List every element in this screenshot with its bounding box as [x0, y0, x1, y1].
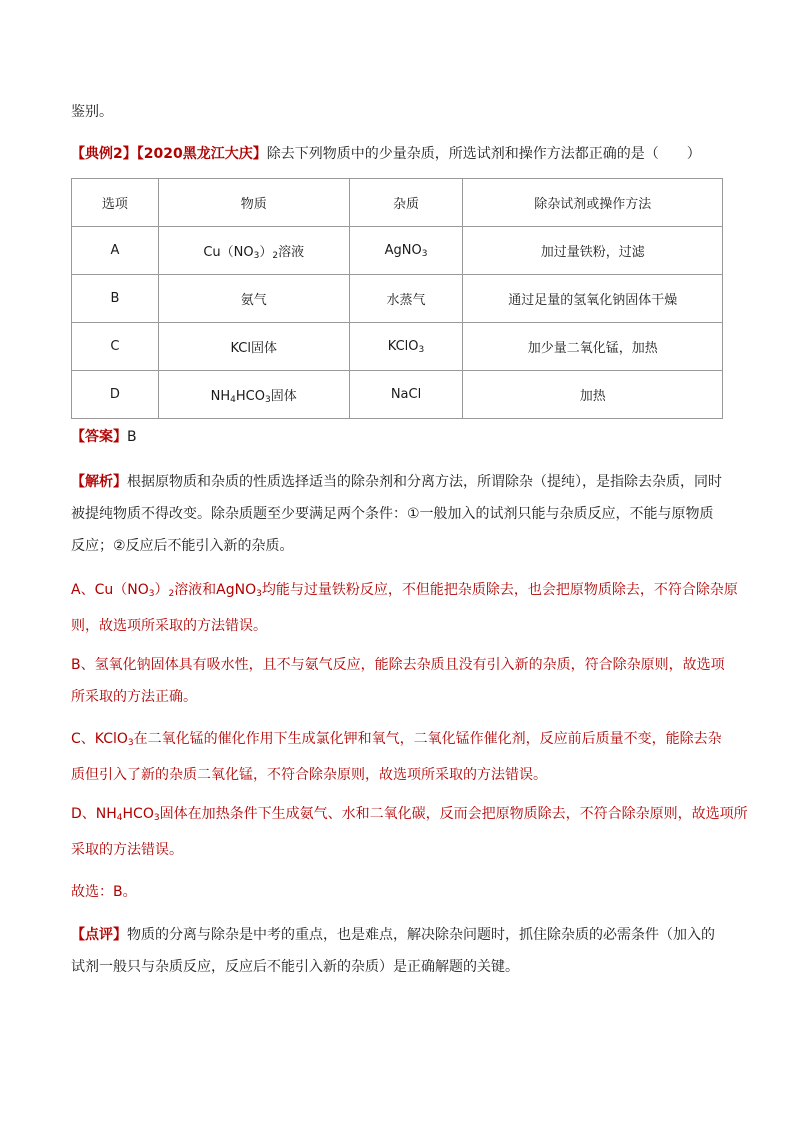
row-substance: KCl固体: [158, 323, 349, 371]
answer-label: 【答案】: [71, 429, 127, 445]
row-method: 加少量二氧化锰，加热: [463, 323, 723, 371]
row-option: A: [72, 227, 159, 275]
table-row: [72, 275, 723, 323]
row-impurity: AgNO$_3$: [349, 227, 463, 275]
previous-text-line: 鉴别。: [71, 104, 113, 120]
analysis-label: 【解析】: [71, 474, 127, 490]
row-substance: 氨气: [158, 275, 349, 323]
row-substance: $Cu(NO_3)_2$溶液: [158, 227, 349, 275]
example-label: 【典例2】: [71, 146, 137, 162]
row-method: 加过量铁粉，过滤: [463, 227, 723, 275]
table-header-row: [72, 179, 723, 227]
table-row: [72, 323, 723, 371]
option-c-explanation: C、KClO$_3$在二氧化锰的催化作用下生成氯化钾和氧气，二氧化锰作催化剂，反应前后质量不变，能除去杂 质但引入了新的杂质二氧化锰，不符合除杂原则，故选项所采取的方法错误。: [71, 731, 722, 783]
conclusion-line: 故选：B。: [71, 884, 137, 900]
example-question-text: 除去下列物质中的少量杂质，所选试剂和操作方法都正确的是（ ）: [266, 146, 701, 162]
comment-label: 【点评】: [71, 927, 127, 943]
header-method: 除杂试剂或操作方法: [463, 179, 723, 227]
answer-line: [71, 427, 137, 447]
row-impurity: NaCl: [349, 371, 463, 419]
row-option: D: [72, 371, 159, 419]
header-substance: 物质: [158, 179, 349, 227]
option-a-explanation: A、$Cu(NO_3)_2$溶液和AgNO$_3$均能与过量铁粉反应，不但能把杂质除去，也会把原物质除去，不符合除杂原 则，故选项所采取的方法错误。: [71, 582, 738, 634]
row-option: C: [72, 323, 159, 371]
header-option: 选项: [72, 179, 159, 227]
example-question: [71, 144, 701, 164]
answer-value: B: [127, 429, 137, 445]
row-impurity: KClO$_3$: [349, 323, 463, 371]
row-impurity: 水蒸气: [349, 275, 463, 323]
example-source: 【2020黑龙江大庆】: [136, 146, 267, 162]
option-b-explanation: B、氢氧化钠固体具有吸水性，且不与氨气反应，能除去杂质且没有引入新的杂质，符合除杂原则，故选项 所采取的方法正确。: [71, 657, 725, 705]
options-table: [71, 178, 723, 419]
row-method: 通过足量的氢氧化钠固体干燥: [463, 275, 723, 323]
header-impurity: 杂质: [349, 179, 463, 227]
table-row: [72, 371, 723, 419]
row-option: B: [72, 275, 159, 323]
row-substance: $NH_4HCO_3$固体: [158, 371, 349, 419]
comment-paragraph: 【点评】物质的分离与除杂是中考的重点，也是难点，解决除杂问题时，抓住除杂质的必需条件（加入的 试剂一般只与杂质反应，反应后不能引入新的杂质）是正确解题的关键。: [71, 927, 715, 975]
table-row: [72, 227, 723, 275]
option-d-explanation: D、$NH_4HCO_3$固体在加热条件下生成氨气、水和二氧化碳，反而会把原物质除去，不符合除杂原则，故选项所 采取的方法错误。: [71, 806, 748, 858]
row-method: 加热: [463, 371, 723, 419]
analysis-paragraph: 【解析】根据原物质和杂质的性质选择适当的除杂剂和分离方法，所谓除杂（提纯），是指除去杂质，同时 被提纯物质不得改变。除杂质题至少要满足两个条件：①一般加入的试剂只能与杂质反应，不能与原物质 反应；②反应后不能引入新的杂质。: [71, 474, 722, 554]
